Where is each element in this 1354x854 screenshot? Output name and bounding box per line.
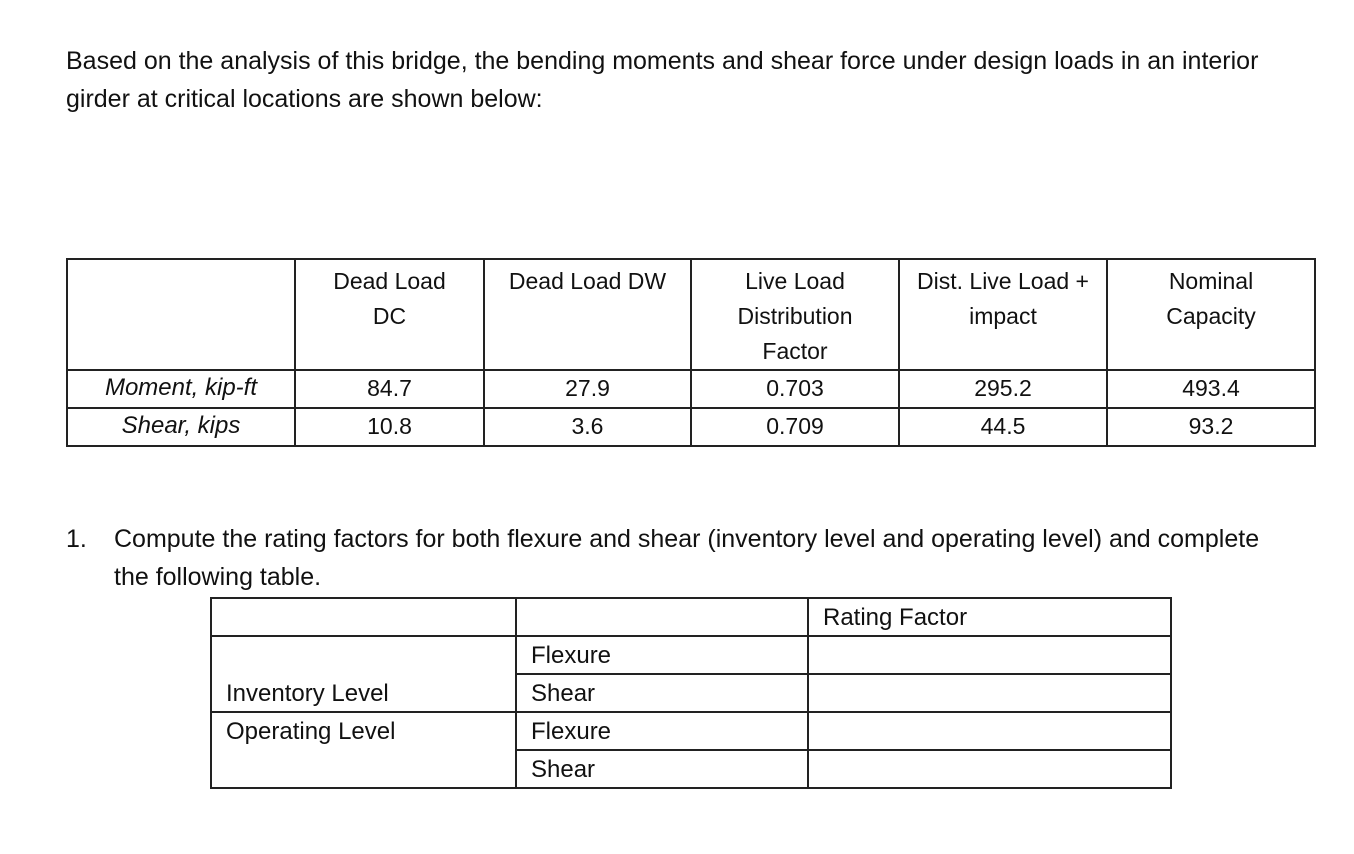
loads-header-row bbox=[67, 259, 1315, 370]
cell-moment-df: 0.703 bbox=[691, 370, 899, 408]
cell-shear-dw: 3.6 bbox=[484, 408, 691, 446]
question-number: 1. bbox=[66, 525, 87, 553]
table-row bbox=[211, 712, 1171, 750]
question-text: Compute the rating factors for both flexure and shear (inventory level and operating level) and complete the following table. bbox=[114, 525, 1260, 591]
rating-header-blank-2 bbox=[516, 598, 808, 636]
table-row bbox=[211, 636, 1171, 674]
rating-factor-header: Rating Factor bbox=[808, 598, 1171, 636]
operating-flexure-label: Flexure bbox=[516, 712, 808, 750]
rating-table bbox=[210, 597, 1172, 789]
header-dead-load-dw: Dead Load DW bbox=[484, 259, 691, 370]
row-label-moment: Moment, kip-ft bbox=[67, 370, 295, 408]
header-blank bbox=[67, 259, 295, 370]
cell-shear-cap: 93.2 bbox=[1107, 408, 1315, 446]
cell-moment-cap: 493.4 bbox=[1107, 370, 1315, 408]
operating-level-label: Operating Level bbox=[211, 712, 516, 788]
cell-moment-ll: 295.2 bbox=[899, 370, 1107, 408]
cell-shear-df: 0.709 bbox=[691, 408, 899, 446]
operating-shear-label: Shear bbox=[516, 750, 808, 788]
intro-paragraph: Based on the analysis of this bridge, the bending moments and shear force under design loads in an interior girder at critical locations are shown below: bbox=[66, 47, 1259, 113]
row-label-shear: Shear, kips bbox=[67, 408, 295, 446]
cell-shear-dc: 10.8 bbox=[295, 408, 484, 446]
header-dead-load-dc: Dead Load DC bbox=[295, 259, 484, 370]
cell-shear-ll: 44.5 bbox=[899, 408, 1107, 446]
operating-flexure-value[interactable] bbox=[808, 712, 1171, 750]
inventory-flexure-label: Flexure bbox=[516, 636, 808, 674]
inventory-shear-label: Shear bbox=[516, 674, 808, 712]
loads-table bbox=[66, 258, 1316, 447]
table-row bbox=[211, 598, 1171, 636]
inventory-flexure-value[interactable] bbox=[808, 636, 1171, 674]
header-nominal-capacity: Nominal Capacity bbox=[1107, 259, 1315, 370]
cell-moment-dw: 27.9 bbox=[484, 370, 691, 408]
cell-moment-dc: 84.7 bbox=[295, 370, 484, 408]
rating-header-blank-1 bbox=[211, 598, 516, 636]
table-row bbox=[67, 370, 1315, 408]
operating-shear-value[interactable] bbox=[808, 750, 1171, 788]
header-dist-live-impact: Dist. Live Load + impact bbox=[899, 259, 1107, 370]
inventory-level-label: Inventory Level bbox=[211, 636, 516, 712]
header-live-load-df: Live Load Distribution Factor bbox=[691, 259, 899, 370]
table-row bbox=[67, 408, 1315, 446]
inventory-shear-value[interactable] bbox=[808, 674, 1171, 712]
